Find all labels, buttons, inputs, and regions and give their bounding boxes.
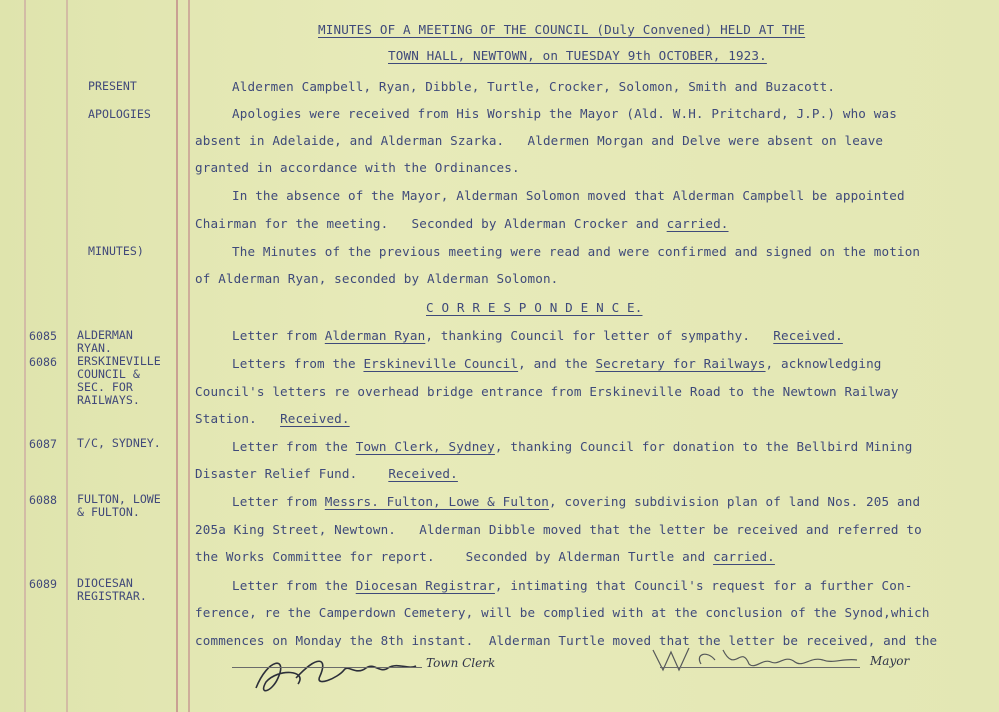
minutes-line-2: of Alderman Ryan, seconded by Alderman Solomon. bbox=[195, 271, 559, 286]
item-6086-received: Received. bbox=[280, 411, 350, 426]
item-number-6087: 6087 bbox=[29, 437, 57, 451]
item-6085-sender: Alderman Ryan bbox=[324, 328, 426, 343]
item-number-6086: 6086 bbox=[29, 355, 57, 369]
item-6086-sender-1: Erskineville Council bbox=[363, 356, 519, 371]
item-6087-line-1 bbox=[232, 439, 912, 454]
margin-diocesan: DIOCESAN REGISTRAR. bbox=[77, 576, 147, 603]
item-6086-line-2: Council's letters re overhead bridge entrance from Erskineville Road to the Newtown Railway bbox=[195, 384, 899, 399]
town-clerk-handwriting bbox=[248, 648, 418, 703]
item-6088-part: Letter from bbox=[232, 494, 325, 509]
item-6087-part: Disaster Relief Fund. bbox=[195, 466, 389, 481]
chairman-line-2 bbox=[195, 216, 729, 231]
mayor-signature-line bbox=[660, 667, 860, 668]
margin-erskineville: ERSKINEVILLE COUNCIL & SEC. FOR RAILWAYS. bbox=[77, 354, 161, 407]
item-6088-part: , covering subdivision plan of land Nos. 205 and bbox=[549, 494, 921, 509]
item-6086-part: , acknowledging bbox=[765, 356, 882, 371]
item-6085-part: , thanking Council for letter of sympathy. bbox=[425, 328, 774, 343]
item-number-6085: 6085 bbox=[29, 329, 57, 343]
margin-rule-number bbox=[66, 0, 68, 712]
chairman-line-1: In the absence of the Mayor, Alderman Solomon moved that Alderman Campbell be appointed bbox=[232, 188, 905, 203]
item-6089-part: , intimating that Council's request for a further Con- bbox=[494, 578, 913, 593]
item-number-6089: 6089 bbox=[29, 577, 57, 591]
item-6089-line-3: commences on Monday the 8th instant. Alderman Turtle moved that the letter be received, and the bbox=[195, 633, 938, 648]
item-6087-part: Letter from the bbox=[232, 439, 356, 454]
item-6088-carried: carried. bbox=[713, 549, 775, 564]
margin-tc-sydney: T/C, SYDNEY. bbox=[77, 436, 161, 450]
present-text: Aldermen Campbell, Ryan, Dibble, Turtle, Crocker, Solomon, Smith and Buzacott. bbox=[232, 79, 836, 94]
margin-rule-main-inner bbox=[188, 0, 190, 712]
item-6086-line-3 bbox=[195, 411, 350, 426]
apologies-line-3: granted in accordance with the Ordinances. bbox=[195, 160, 520, 175]
correspondence-heading: C O R R E S P O N D E N C E. bbox=[426, 300, 643, 315]
item-6088-sender: Messrs. Fulton, Lowe & Fulton bbox=[324, 494, 550, 509]
item-6087-part: , thanking Council for donation to the Bellbird Mining bbox=[494, 439, 913, 454]
margin-fulton: FULTON, LOWE & FULTON. bbox=[77, 492, 161, 519]
item-6085-text bbox=[232, 328, 843, 343]
chairman-line-2-text: Chairman for the meeting. Seconded by Alderman Crocker and bbox=[195, 216, 667, 231]
item-6089-part: Letter from the bbox=[232, 578, 356, 593]
item-6088-line-1 bbox=[232, 494, 920, 509]
item-6086-line-1 bbox=[232, 356, 882, 371]
item-6087-sender: Town Clerk, Sydney bbox=[355, 439, 495, 454]
minutes-line-1: The Minutes of the previous meeting were read and were confirmed and signed on the motion bbox=[232, 244, 921, 259]
item-6085-received: Received. bbox=[773, 328, 843, 343]
item-number-6088: 6088 bbox=[29, 493, 57, 507]
margin-apologies: APOLOGIES bbox=[88, 107, 151, 121]
item-6087-received: Received. bbox=[388, 466, 458, 481]
item-6086-part: , and the bbox=[518, 356, 596, 371]
apologies-line-2: absent in Adelaide, and Alderman Szarka. Aldermen Morgan and Delve were absent on leave bbox=[195, 133, 884, 148]
item-6088-line-2: 205a King Street, Newtown. Alderman Dibble moved that the letter be received and referred to bbox=[195, 522, 922, 537]
margin-present: PRESENT bbox=[88, 79, 137, 93]
item-6085-part: Letter from bbox=[232, 328, 325, 343]
heading-line-2: TOWN HALL, NEWTOWN, on TUESDAY 9th OCTOBER, 1923. bbox=[388, 48, 767, 63]
item-6088-line-3 bbox=[195, 549, 775, 564]
item-6089-line-2: ference, re the Camperdown Cemetery, will be complied with at the conclusion of the Synod,which bbox=[195, 605, 930, 620]
mayor-label: Mayor bbox=[870, 654, 910, 668]
mayor-handwriting bbox=[645, 640, 865, 680]
item-6086-sender-2: Secretary for Railways bbox=[595, 356, 766, 371]
chairman-carried: carried. bbox=[666, 216, 729, 231]
item-6087-line-2 bbox=[195, 466, 458, 481]
item-6086-part: Letters from the bbox=[232, 356, 364, 371]
margin-rule-left bbox=[24, 0, 26, 712]
town-clerk-label: Town Clerk bbox=[426, 656, 496, 670]
item-6086-part: Station. bbox=[195, 411, 281, 426]
item-6089-sender: Diocesan Registrar bbox=[355, 578, 495, 593]
margin-alderman-ryan: ALDERMAN RYAN. bbox=[77, 328, 133, 355]
item-6089-line-1 bbox=[232, 578, 912, 593]
apologies-line-1: Apologies were received from His Worship the Mayor (Ald. W.H. Pritchard, J.P.) who was bbox=[232, 106, 897, 121]
town-clerk-signature-line bbox=[232, 667, 422, 668]
margin-rule-main bbox=[176, 0, 178, 712]
margin-minutes: MINUTES) bbox=[88, 244, 144, 258]
item-6088-part: the Works Committee for report. Seconded by Alderman Turtle and bbox=[195, 549, 714, 564]
heading-line-1: MINUTES OF A MEETING OF THE COUNCIL (Duly Convened) HELD AT THE bbox=[318, 22, 806, 37]
